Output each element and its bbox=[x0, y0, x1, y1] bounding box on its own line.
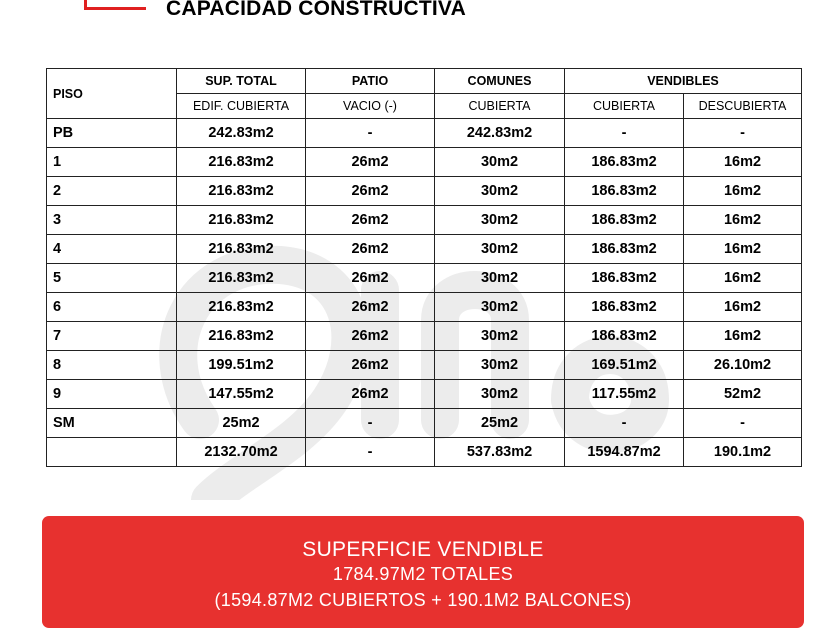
patio-cell: 26m2 bbox=[306, 206, 435, 235]
piso-cell: 7 bbox=[47, 322, 177, 351]
table-row bbox=[47, 322, 802, 351]
vendibles-cubierta-cell: - bbox=[565, 119, 684, 148]
banner-heading: SUPERFICIE VENDIBLE bbox=[302, 538, 544, 561]
sup-total-cell: 199.51m2 bbox=[177, 351, 306, 380]
vendibles-cubierta-cell: 186.83m2 bbox=[565, 293, 684, 322]
vendibles-descubierta-cell: 16m2 bbox=[684, 148, 802, 177]
edif-cubierta-subheader: EDIF. CUBIERTA bbox=[177, 94, 306, 119]
table-row bbox=[47, 119, 802, 148]
banner-detail: (1594.87M2 CUBIERTOS + 190.1M2 BALCONES) bbox=[214, 590, 632, 610]
comunes-cell: 242.83m2 bbox=[435, 119, 565, 148]
table-row bbox=[47, 409, 802, 438]
patio-cell: 26m2 bbox=[306, 177, 435, 206]
table-row bbox=[47, 264, 802, 293]
vendibles-descubierta-cell: 16m2 bbox=[684, 322, 802, 351]
comunes-cell: 30m2 bbox=[435, 148, 565, 177]
table-row bbox=[47, 438, 802, 467]
table-row bbox=[47, 293, 802, 322]
table-header-row bbox=[47, 69, 802, 94]
table-row bbox=[47, 148, 802, 177]
corner-bracket-decoration bbox=[84, 0, 146, 10]
vendibles-descubierta-cell: - bbox=[684, 409, 802, 438]
patio-header: PATIO bbox=[306, 69, 435, 94]
vendibles-descubierta-cell: 16m2 bbox=[684, 235, 802, 264]
vendibles-cubierta-cell: 117.55m2 bbox=[565, 380, 684, 409]
comunes-cell: 25m2 bbox=[435, 409, 565, 438]
patio-cell: 26m2 bbox=[306, 293, 435, 322]
patio-cell: - bbox=[306, 409, 435, 438]
vendibles-cubierta-cell: 186.83m2 bbox=[565, 148, 684, 177]
vendibles-cubierta-cell: - bbox=[565, 409, 684, 438]
vendibles-descubierta-cell: - bbox=[684, 119, 802, 148]
sup-total-cell: 242.83m2 bbox=[177, 119, 306, 148]
vendibles-descubierta-cell: 16m2 bbox=[684, 206, 802, 235]
patio-cell: 26m2 bbox=[306, 235, 435, 264]
vendibles-cubierta-cell: 1594.87m2 bbox=[565, 438, 684, 467]
comunes-cell: 30m2 bbox=[435, 235, 565, 264]
banner-total: 1784.97M2 TOTALES bbox=[332, 564, 514, 584]
piso-cell: 6 bbox=[47, 293, 177, 322]
vacio-subheader: VACIO (-) bbox=[306, 94, 435, 119]
comunes-cubierta-subheader: CUBIERTA bbox=[435, 94, 565, 119]
vendibles-descubierta-cell: 16m2 bbox=[684, 293, 802, 322]
table-row bbox=[47, 235, 802, 264]
vendibles-cubierta-cell: 186.83m2 bbox=[565, 322, 684, 351]
sup-total-cell: 216.83m2 bbox=[177, 148, 306, 177]
vendibles-descubierta-cell: 190.1m2 bbox=[684, 438, 802, 467]
comunes-cell: 30m2 bbox=[435, 264, 565, 293]
piso-cell: 9 bbox=[47, 380, 177, 409]
piso-header: PISO bbox=[47, 69, 177, 119]
sup-total-cell: 216.83m2 bbox=[177, 177, 306, 206]
piso-cell: 2 bbox=[47, 177, 177, 206]
piso-cell: 5 bbox=[47, 264, 177, 293]
piso-cell: SM bbox=[47, 409, 177, 438]
sup-total-cell: 216.83m2 bbox=[177, 235, 306, 264]
patio-cell: 26m2 bbox=[306, 380, 435, 409]
sup-total-cell: 216.83m2 bbox=[177, 322, 306, 351]
comunes-cell: 30m2 bbox=[435, 293, 565, 322]
vendibles-descubierta-cell: 16m2 bbox=[684, 264, 802, 293]
comunes-cell: 30m2 bbox=[435, 351, 565, 380]
vendibles-cubierta-cell: 186.83m2 bbox=[565, 235, 684, 264]
vendibles-cubierta-cell: 186.83m2 bbox=[565, 206, 684, 235]
sup-total-cell: 147.55m2 bbox=[177, 380, 306, 409]
piso-cell: 4 bbox=[47, 235, 177, 264]
patio-cell: 26m2 bbox=[306, 148, 435, 177]
table-row bbox=[47, 380, 802, 409]
vendibles-descubierta-cell: 16m2 bbox=[684, 177, 802, 206]
table-row bbox=[47, 206, 802, 235]
sup-total-cell: 2132.70m2 bbox=[177, 438, 306, 467]
piso-cell bbox=[47, 438, 177, 467]
vendibles-descubierta-cell: 26.10m2 bbox=[684, 351, 802, 380]
table-row bbox=[47, 177, 802, 206]
comunes-header: COMUNES bbox=[435, 69, 565, 94]
comunes-cell: 30m2 bbox=[435, 177, 565, 206]
sup-total-cell: 216.83m2 bbox=[177, 293, 306, 322]
table-row bbox=[47, 351, 802, 380]
piso-cell: 3 bbox=[47, 206, 177, 235]
sellable-area-banner bbox=[42, 516, 804, 628]
page-title: CAPACIDAD CONSTRUCTIVA bbox=[166, 0, 466, 20]
comunes-cell: 30m2 bbox=[435, 380, 565, 409]
vendibles-cubierta-cell: 169.51m2 bbox=[565, 351, 684, 380]
vendibles-descubierta-subheader: DESCUBIERTA bbox=[684, 94, 802, 119]
vendibles-descubierta-cell: 52m2 bbox=[684, 380, 802, 409]
patio-cell: - bbox=[306, 119, 435, 148]
patio-cell: - bbox=[306, 438, 435, 467]
piso-cell: 8 bbox=[47, 351, 177, 380]
vendibles-cubierta-cell: 186.83m2 bbox=[565, 264, 684, 293]
vendibles-cubierta-subheader: CUBIERTA bbox=[565, 94, 684, 119]
sup-total-cell: 25m2 bbox=[177, 409, 306, 438]
vendibles-cubierta-cell: 186.83m2 bbox=[565, 177, 684, 206]
sup-total-header: SUP. TOTAL bbox=[177, 69, 306, 94]
vendibles-header: VENDIBLES bbox=[565, 69, 802, 94]
sup-total-cell: 216.83m2 bbox=[177, 206, 306, 235]
comunes-cell: 537.83m2 bbox=[435, 438, 565, 467]
piso-cell: 1 bbox=[47, 148, 177, 177]
patio-cell: 26m2 bbox=[306, 322, 435, 351]
comunes-cell: 30m2 bbox=[435, 322, 565, 351]
piso-cell: PB bbox=[47, 119, 177, 148]
capacity-table bbox=[46, 68, 802, 467]
patio-cell: 26m2 bbox=[306, 351, 435, 380]
comunes-cell: 30m2 bbox=[435, 206, 565, 235]
patio-cell: 26m2 bbox=[306, 264, 435, 293]
sup-total-cell: 216.83m2 bbox=[177, 264, 306, 293]
